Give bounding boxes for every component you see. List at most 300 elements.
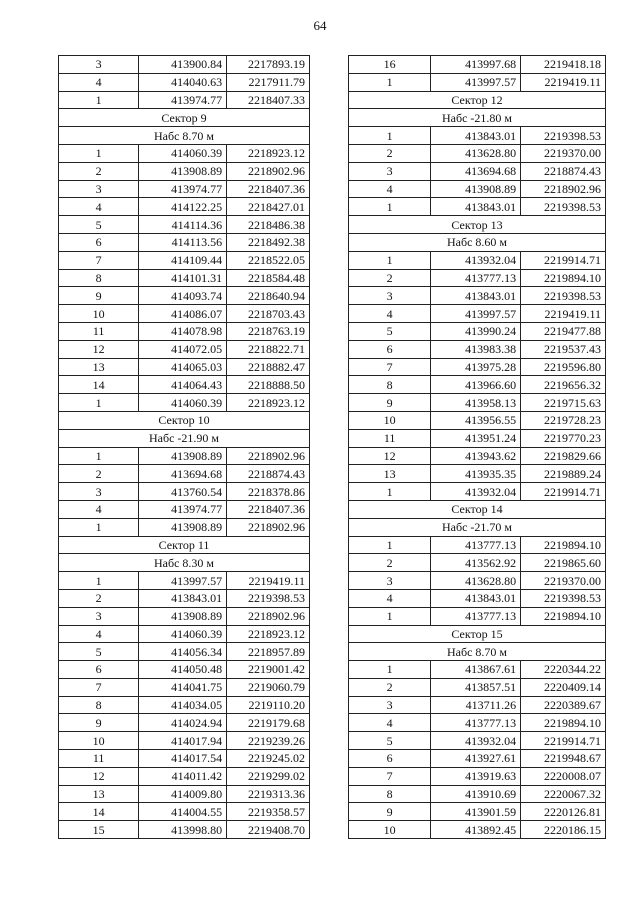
coordinate-row <box>349 803 606 821</box>
coordinate-row <box>349 536 606 554</box>
point-number-cell: 1 <box>349 536 431 554</box>
y-coordinate-cell: 2217911.79 <box>227 73 310 91</box>
point-number-cell: 1 <box>349 198 431 216</box>
point-number-cell: 9 <box>59 287 139 305</box>
point-number-cell: 1 <box>349 483 431 501</box>
point-number-cell: 1 <box>59 91 139 109</box>
coordinate-row <box>349 144 606 162</box>
coordinate-row <box>349 305 606 323</box>
coordinate-row <box>349 322 606 340</box>
x-coordinate-cell: 414040.63 <box>139 73 227 91</box>
x-coordinate-cell: 414072.05 <box>139 340 227 358</box>
y-coordinate-cell: 2218882.47 <box>227 358 310 376</box>
x-coordinate-cell: 414017.54 <box>139 750 227 768</box>
x-coordinate-cell: 414060.39 <box>139 625 227 643</box>
y-coordinate-cell: 2219060.79 <box>227 678 310 696</box>
point-number-cell: 4 <box>59 625 139 643</box>
y-coordinate-cell: 2218378.86 <box>227 483 310 501</box>
coordinate-row <box>349 447 606 465</box>
sector-header-row <box>59 127 310 145</box>
x-coordinate-cell: 413997.57 <box>431 305 521 323</box>
point-number-cell: 3 <box>59 56 139 74</box>
x-coordinate-cell: 413777.13 <box>431 269 521 287</box>
x-coordinate-cell: 413951.24 <box>431 429 521 447</box>
x-coordinate-cell: 413974.77 <box>139 91 227 109</box>
coordinate-row <box>349 678 606 696</box>
coordinate-row <box>349 180 606 198</box>
point-number-cell: 1 <box>59 518 139 536</box>
y-coordinate-cell: 2219537.43 <box>521 340 606 358</box>
coordinate-row <box>349 376 606 394</box>
y-coordinate-cell: 2219370.00 <box>521 572 606 590</box>
coordinate-row <box>349 714 606 732</box>
point-number-cell: 5 <box>59 216 139 234</box>
x-coordinate-cell: 413958.13 <box>431 394 521 412</box>
y-coordinate-cell: 2218957.89 <box>227 643 310 661</box>
coordinate-row <box>349 287 606 305</box>
x-coordinate-cell: 413908.89 <box>431 180 521 198</box>
point-number-cell: 1 <box>349 607 431 625</box>
x-coordinate-cell: 413932.04 <box>431 483 521 501</box>
y-coordinate-cell: 2219914.71 <box>521 732 606 750</box>
x-coordinate-cell: 413983.38 <box>431 340 521 358</box>
y-coordinate-cell: 2219110.20 <box>227 696 310 714</box>
coordinate-row <box>349 465 606 483</box>
point-number-cell: 11 <box>59 750 139 768</box>
sector-header-row <box>349 518 606 536</box>
coordinate-row <box>349 661 606 679</box>
point-number-cell: 8 <box>349 376 431 394</box>
sector-header-cell: Набс 8.60 м <box>349 233 606 251</box>
coordinate-row <box>59 821 310 839</box>
point-number-cell: 2 <box>349 554 431 572</box>
y-coordinate-cell: 2219398.53 <box>521 127 606 145</box>
point-number-cell: 5 <box>349 322 431 340</box>
x-coordinate-cell: 414009.80 <box>139 785 227 803</box>
coordinate-row <box>349 162 606 180</box>
y-coordinate-cell: 2219370.00 <box>521 144 606 162</box>
sector-header-row <box>59 411 310 429</box>
x-coordinate-cell: 414086.07 <box>139 305 227 323</box>
coordinate-row <box>349 198 606 216</box>
x-coordinate-cell: 413777.13 <box>431 536 521 554</box>
coordinate-row <box>59 607 310 625</box>
coordinate-row <box>349 732 606 750</box>
sector-header-cell: Набс 8.30 м <box>59 554 310 572</box>
coordinate-row <box>349 340 606 358</box>
coordinate-row <box>59 661 310 679</box>
sector-header-row <box>349 500 606 518</box>
x-coordinate-cell: 413998.80 <box>139 821 227 839</box>
x-coordinate-cell: 413694.68 <box>431 162 521 180</box>
point-number-cell: 2 <box>349 678 431 696</box>
point-number-cell: 6 <box>349 750 431 768</box>
x-coordinate-cell: 414004.55 <box>139 803 227 821</box>
x-coordinate-cell: 413908.89 <box>139 447 227 465</box>
y-coordinate-cell: 2218407.36 <box>227 180 310 198</box>
sector-header-cell: Сектор 14 <box>349 500 606 518</box>
x-coordinate-cell: 413956.55 <box>431 411 521 429</box>
y-coordinate-cell: 2218492.38 <box>227 233 310 251</box>
point-number-cell: 10 <box>349 821 431 839</box>
sector-header-row <box>59 429 310 447</box>
x-coordinate-cell: 414017.94 <box>139 732 227 750</box>
y-coordinate-cell: 2219829.66 <box>521 447 606 465</box>
point-number-cell: 4 <box>59 198 139 216</box>
coordinate-row <box>59 394 310 412</box>
x-coordinate-cell: 414060.39 <box>139 394 227 412</box>
y-coordinate-cell: 2219894.10 <box>521 536 606 554</box>
x-coordinate-cell: 413997.57 <box>431 73 521 91</box>
x-coordinate-cell: 413867.61 <box>431 661 521 679</box>
x-coordinate-cell: 413910.69 <box>431 785 521 803</box>
coordinate-row <box>349 572 606 590</box>
point-number-cell: 6 <box>59 661 139 679</box>
point-number-cell: 2 <box>349 144 431 162</box>
y-coordinate-cell: 2219398.53 <box>521 287 606 305</box>
point-number-cell: 3 <box>349 287 431 305</box>
coordinate-row <box>349 394 606 412</box>
sector-header-cell: Сектор 15 <box>349 625 606 643</box>
y-coordinate-cell: 2219419.11 <box>521 305 606 323</box>
y-coordinate-cell: 2218902.96 <box>227 447 310 465</box>
y-coordinate-cell: 2219398.53 <box>521 589 606 607</box>
y-coordinate-cell: 2219179.68 <box>227 714 310 732</box>
point-number-cell: 4 <box>349 305 431 323</box>
coordinate-row <box>59 750 310 768</box>
point-number-cell: 2 <box>349 269 431 287</box>
sector-header-row <box>349 233 606 251</box>
y-coordinate-cell: 2219948.67 <box>521 750 606 768</box>
x-coordinate-cell: 414024.94 <box>139 714 227 732</box>
point-number-cell: 12 <box>59 767 139 785</box>
point-number-cell: 7 <box>349 358 431 376</box>
x-coordinate-cell: 413628.80 <box>431 572 521 590</box>
y-coordinate-cell: 2218902.96 <box>521 180 606 198</box>
x-coordinate-cell: 413900.84 <box>139 56 227 74</box>
x-coordinate-cell: 414065.03 <box>139 358 227 376</box>
x-coordinate-cell: 414060.39 <box>139 144 227 162</box>
y-coordinate-cell: 2219418.18 <box>521 56 606 74</box>
sector-header-cell: Набс -21.90 м <box>59 429 310 447</box>
point-number-cell: 6 <box>349 340 431 358</box>
point-number-cell: 9 <box>59 714 139 732</box>
point-number-cell: 6 <box>59 233 139 251</box>
y-coordinate-cell: 2219889.24 <box>521 465 606 483</box>
x-coordinate-cell: 414056.34 <box>139 643 227 661</box>
x-coordinate-cell: 413843.01 <box>431 198 521 216</box>
x-coordinate-cell: 414078.98 <box>139 322 227 340</box>
x-coordinate-cell: 413990.24 <box>431 322 521 340</box>
point-number-cell: 3 <box>349 572 431 590</box>
coordinate-row <box>59 589 310 607</box>
y-coordinate-cell: 2218902.96 <box>227 162 310 180</box>
x-coordinate-cell: 413843.01 <box>431 589 521 607</box>
coordinate-row <box>59 678 310 696</box>
x-coordinate-cell: 413760.54 <box>139 483 227 501</box>
x-coordinate-cell: 414101.31 <box>139 269 227 287</box>
point-number-cell: 10 <box>59 305 139 323</box>
y-coordinate-cell: 2220409.14 <box>521 678 606 696</box>
point-number-cell: 4 <box>59 73 139 91</box>
coordinate-row <box>59 785 310 803</box>
x-coordinate-cell: 413628.80 <box>431 144 521 162</box>
y-coordinate-cell: 2218584.48 <box>227 269 310 287</box>
x-coordinate-cell: 413919.63 <box>431 767 521 785</box>
coordinate-row <box>59 500 310 518</box>
coordinates-table-right <box>348 55 606 839</box>
y-coordinate-cell: 2220344.22 <box>521 661 606 679</box>
y-coordinate-cell: 2218522.05 <box>227 251 310 269</box>
y-coordinate-cell: 2219715.63 <box>521 394 606 412</box>
y-coordinate-cell: 2219894.10 <box>521 714 606 732</box>
coordinate-row <box>349 358 606 376</box>
point-number-cell: 8 <box>59 269 139 287</box>
coordinate-row <box>59 198 310 216</box>
point-number-cell: 1 <box>59 394 139 412</box>
sector-header-cell: Сектор 10 <box>59 411 310 429</box>
coordinate-row <box>59 233 310 251</box>
x-coordinate-cell: 413892.45 <box>431 821 521 839</box>
point-number-cell: 1 <box>59 144 139 162</box>
coordinate-row <box>59 216 310 234</box>
coordinate-row <box>59 803 310 821</box>
x-coordinate-cell: 414114.36 <box>139 216 227 234</box>
y-coordinate-cell: 2218923.12 <box>227 144 310 162</box>
point-number-cell: 9 <box>349 394 431 412</box>
coordinate-row <box>349 411 606 429</box>
coordinate-row <box>59 144 310 162</box>
y-coordinate-cell: 2218923.12 <box>227 394 310 412</box>
coordinate-row <box>59 322 310 340</box>
y-coordinate-cell: 2218486.38 <box>227 216 310 234</box>
y-coordinate-cell: 2217893.19 <box>227 56 310 74</box>
coordinate-row <box>349 750 606 768</box>
y-coordinate-cell: 2219299.02 <box>227 767 310 785</box>
point-number-cell: 1 <box>59 447 139 465</box>
coordinate-row <box>349 251 606 269</box>
point-number-cell: 9 <box>349 803 431 821</box>
point-number-cell: 13 <box>59 785 139 803</box>
coordinate-row <box>59 714 310 732</box>
point-number-cell: 7 <box>59 678 139 696</box>
point-number-cell: 4 <box>349 180 431 198</box>
y-coordinate-cell: 2218902.96 <box>227 518 310 536</box>
point-number-cell: 4 <box>349 714 431 732</box>
sector-header-cell: Набс 8.70 м <box>349 643 606 661</box>
y-coordinate-cell: 2218888.50 <box>227 376 310 394</box>
coordinate-row <box>59 91 310 109</box>
y-coordinate-cell: 2218822.71 <box>227 340 310 358</box>
x-coordinate-cell: 414109.44 <box>139 251 227 269</box>
coordinate-row <box>59 518 310 536</box>
coordinate-row <box>59 465 310 483</box>
y-coordinate-cell: 2220389.67 <box>521 696 606 714</box>
point-number-cell: 1 <box>349 251 431 269</box>
point-number-cell: 1 <box>349 661 431 679</box>
point-number-cell: 11 <box>59 322 139 340</box>
sector-header-row <box>349 216 606 234</box>
point-number-cell: 13 <box>59 358 139 376</box>
coordinate-row <box>59 269 310 287</box>
point-number-cell: 12 <box>349 447 431 465</box>
x-coordinate-cell: 413974.77 <box>139 180 227 198</box>
point-number-cell: 3 <box>59 483 139 501</box>
point-number-cell: 2 <box>59 162 139 180</box>
point-number-cell: 3 <box>59 607 139 625</box>
x-coordinate-cell: 414113.56 <box>139 233 227 251</box>
point-number-cell: 2 <box>59 589 139 607</box>
coordinate-row <box>349 554 606 572</box>
point-number-cell: 12 <box>59 340 139 358</box>
coordinate-row <box>59 767 310 785</box>
y-coordinate-cell: 2218640.94 <box>227 287 310 305</box>
point-number-cell: 14 <box>59 803 139 821</box>
coordinate-row <box>59 572 310 590</box>
point-number-cell: 10 <box>349 411 431 429</box>
point-number-cell: 14 <box>59 376 139 394</box>
coordinate-row <box>59 643 310 661</box>
x-coordinate-cell: 413908.89 <box>139 162 227 180</box>
x-coordinate-cell: 413997.57 <box>139 572 227 590</box>
y-coordinate-cell: 2219865.60 <box>521 554 606 572</box>
point-number-cell: 5 <box>349 732 431 750</box>
x-coordinate-cell: 413935.35 <box>431 465 521 483</box>
coordinate-row <box>349 483 606 501</box>
coordinate-row <box>349 73 606 91</box>
x-coordinate-cell: 413997.68 <box>431 56 521 74</box>
x-coordinate-cell: 414034.05 <box>139 696 227 714</box>
point-number-cell: 1 <box>349 127 431 145</box>
point-number-cell: 8 <box>59 696 139 714</box>
coordinate-row <box>59 483 310 501</box>
y-coordinate-cell: 2218407.36 <box>227 500 310 518</box>
y-coordinate-cell: 2219398.53 <box>521 198 606 216</box>
sector-header-cell: Сектор 9 <box>59 109 310 127</box>
y-coordinate-cell: 2219596.80 <box>521 358 606 376</box>
x-coordinate-cell: 413908.89 <box>139 518 227 536</box>
x-coordinate-cell: 413777.13 <box>431 714 521 732</box>
y-coordinate-cell: 2219313.36 <box>227 785 310 803</box>
x-coordinate-cell: 413843.01 <box>431 287 521 305</box>
y-coordinate-cell: 2219914.71 <box>521 483 606 501</box>
sector-header-row <box>59 536 310 554</box>
sector-header-row <box>349 91 606 109</box>
x-coordinate-cell: 414093.74 <box>139 287 227 305</box>
y-coordinate-cell: 2220008.07 <box>521 767 606 785</box>
x-coordinate-cell: 413562.92 <box>431 554 521 572</box>
x-coordinate-cell: 413943.62 <box>431 447 521 465</box>
x-coordinate-cell: 414122.25 <box>139 198 227 216</box>
y-coordinate-cell: 2219408.70 <box>227 821 310 839</box>
x-coordinate-cell: 414011.42 <box>139 767 227 785</box>
coordinate-row <box>59 56 310 74</box>
point-number-cell: 5 <box>59 643 139 661</box>
y-coordinate-cell: 2219477.88 <box>521 322 606 340</box>
x-coordinate-cell: 414050.48 <box>139 661 227 679</box>
point-number-cell: 7 <box>349 767 431 785</box>
point-number-cell: 1 <box>59 572 139 590</box>
x-coordinate-cell: 413843.01 <box>431 127 521 145</box>
y-coordinate-cell: 2219770.23 <box>521 429 606 447</box>
x-coordinate-cell: 413857.51 <box>431 678 521 696</box>
coordinate-row <box>349 589 606 607</box>
point-number-cell: 7 <box>59 251 139 269</box>
coordinate-row <box>59 180 310 198</box>
point-number-cell: 4 <box>59 500 139 518</box>
sector-header-row <box>59 109 310 127</box>
y-coordinate-cell: 2218874.43 <box>521 162 606 180</box>
x-coordinate-cell: 413927.61 <box>431 750 521 768</box>
x-coordinate-cell: 413932.04 <box>431 251 521 269</box>
point-number-cell: 8 <box>349 785 431 803</box>
y-coordinate-cell: 2218427.01 <box>227 198 310 216</box>
coordinate-row <box>349 821 606 839</box>
x-coordinate-cell: 413932.04 <box>431 732 521 750</box>
coordinate-row <box>349 607 606 625</box>
x-coordinate-cell: 413901.59 <box>431 803 521 821</box>
sector-header-cell: Набс -21.80 м <box>349 109 606 127</box>
sector-header-cell: Сектор 12 <box>349 91 606 109</box>
coordinate-row <box>349 767 606 785</box>
x-coordinate-cell: 413908.89 <box>139 607 227 625</box>
point-number-cell: 4 <box>349 589 431 607</box>
coordinate-row <box>349 56 606 74</box>
coordinate-row <box>349 269 606 287</box>
y-coordinate-cell: 2220126.81 <box>521 803 606 821</box>
x-coordinate-cell: 413975.28 <box>431 358 521 376</box>
sector-header-row <box>349 625 606 643</box>
y-coordinate-cell: 2218923.12 <box>227 625 310 643</box>
point-number-cell: 1 <box>349 73 431 91</box>
coordinate-row <box>349 429 606 447</box>
y-coordinate-cell: 2218763.19 <box>227 322 310 340</box>
coordinate-row <box>59 73 310 91</box>
point-number-cell: 15 <box>59 821 139 839</box>
y-coordinate-cell: 2219894.10 <box>521 269 606 287</box>
x-coordinate-cell: 413694.68 <box>139 465 227 483</box>
sector-header-cell: Набс 8.70 м <box>59 127 310 145</box>
coordinates-table-left <box>58 55 310 839</box>
point-number-cell: 13 <box>349 465 431 483</box>
coordinate-row <box>59 696 310 714</box>
y-coordinate-cell: 2219239.26 <box>227 732 310 750</box>
y-coordinate-cell: 2219398.53 <box>227 589 310 607</box>
y-coordinate-cell: 2219419.11 <box>521 73 606 91</box>
y-coordinate-cell: 2220186.15 <box>521 821 606 839</box>
y-coordinate-cell: 2219419.11 <box>227 572 310 590</box>
sector-header-cell: Сектор 11 <box>59 536 310 554</box>
y-coordinate-cell: 2219914.71 <box>521 251 606 269</box>
coordinate-row <box>59 625 310 643</box>
y-coordinate-cell: 2219728.23 <box>521 411 606 429</box>
sector-header-cell: Набс -21.70 м <box>349 518 606 536</box>
coordinate-row <box>349 127 606 145</box>
point-number-cell: 10 <box>59 732 139 750</box>
point-number-cell: 11 <box>349 429 431 447</box>
sector-header-row <box>349 643 606 661</box>
y-coordinate-cell: 2218902.96 <box>227 607 310 625</box>
y-coordinate-cell: 2218703.43 <box>227 305 310 323</box>
y-coordinate-cell: 2218407.33 <box>227 91 310 109</box>
y-coordinate-cell: 2220067.32 <box>521 785 606 803</box>
coordinate-row <box>59 358 310 376</box>
y-coordinate-cell: 2219656.32 <box>521 376 606 394</box>
point-number-cell: 3 <box>59 180 139 198</box>
coordinate-row <box>349 785 606 803</box>
coordinate-row <box>59 305 310 323</box>
sector-header-row <box>59 554 310 572</box>
